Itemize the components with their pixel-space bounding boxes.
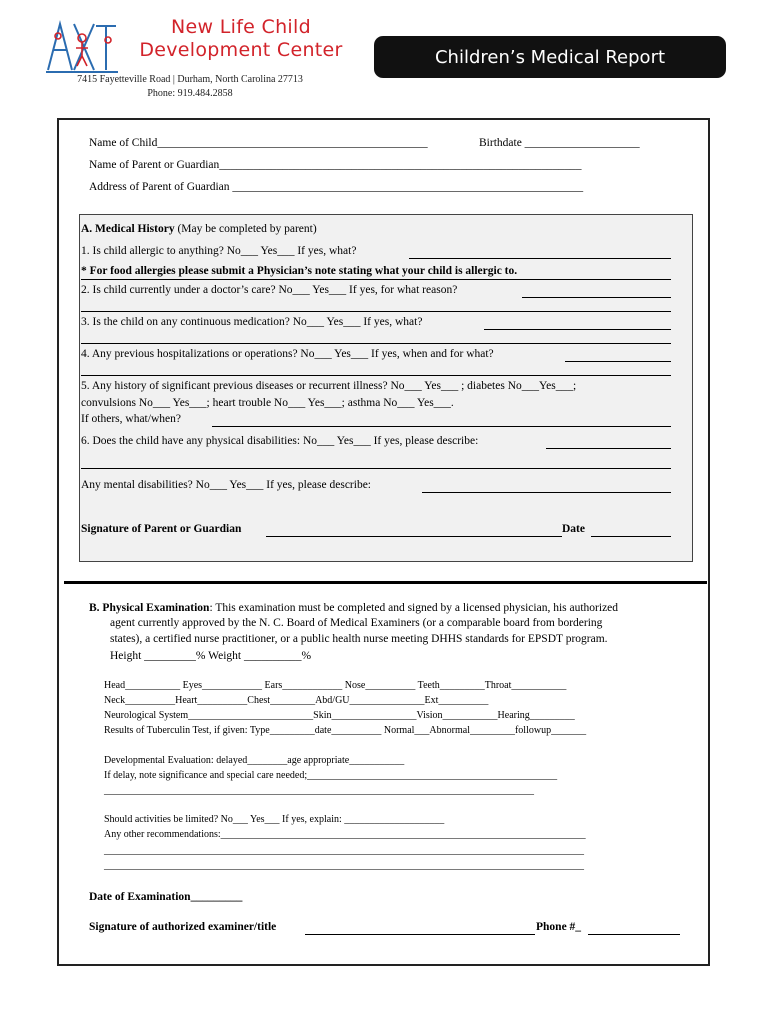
medical-history-title: A. Medical History (81, 223, 175, 235)
parent-signature-date-label: Date (562, 523, 585, 535)
tuberculin-test-row[interactable]: Results of Tuberculin Test, if given: Type_________date__________ Normal___Abnormal_________followup_______ (104, 725, 587, 736)
delay-significance-row[interactable]: If delay, note significance and special care needed;__________________________________________________ (104, 770, 558, 781)
medication-question: 3. Is the child on any continuous medication? No___ Yes___ If yes, what? (81, 316, 423, 328)
hospitalization-answer-line-2[interactable] (81, 375, 671, 376)
organization-address: 7415 Fayetteville Road | Durham, North Carolina 27713 (77, 74, 303, 85)
doctor-care-question: 2. Is child currently under a doctor’s care? No___ Yes___ If yes, for what reason? (81, 284, 458, 296)
doctor-care-answer-line[interactable] (522, 297, 671, 298)
illness-history-question: 5. Any history of significant previous diseases or recurrent illness? No___ Yes___ ; diabetes No___Yes___; (81, 380, 577, 392)
delay-significance-line-2[interactable]: ______________________________________________________________________________________ (104, 785, 534, 796)
activity-limitation-row[interactable]: Should activities be limited? No___ Yes___ If yes, explain: ____________________ (104, 814, 445, 825)
developmental-evaluation-row[interactable]: Developmental Evaluation: delayed________age appropriate___________ (104, 755, 405, 766)
organization-phone: Phone: 919.484.2858 (147, 88, 233, 99)
illness-history-conditions: convulsions No___ Yes___; heart trouble No___ Yes___; asthma No___ Yes___. (81, 397, 454, 409)
parent-signature-date-line[interactable] (591, 536, 671, 537)
medication-answer-line-2[interactable] (81, 343, 671, 344)
physical-disability-answer-line-2[interactable] (81, 468, 671, 469)
parent-signature-line[interactable] (266, 536, 562, 537)
examiner-phone-label: Phone #_ (536, 921, 582, 933)
illness-others-answer-line[interactable] (212, 426, 671, 427)
organization-name-line2: Development Center (139, 39, 343, 61)
recommendations-line-2[interactable]: ________________________________________________________________________________________________ (104, 845, 584, 856)
food-note-underline (81, 279, 671, 280)
doctor-care-answer-line-2[interactable] (81, 311, 671, 312)
form-title: Children’s Medical Report (374, 36, 726, 78)
medication-answer-line[interactable] (484, 329, 671, 330)
physical-disability-question: 6. Does the child have any physical disabilities: No___ Yes___ If yes, please describe: (81, 435, 479, 447)
center-logo (44, 18, 120, 76)
physical-exam-intro-line3: states), a certified nurse practitioner, or a public health nurse meeting DHHS standards for EPSDT program. (110, 633, 608, 645)
physical-exam-intro-line2: agent currently approved by the N. C. Board of Medical Examiners (or a comparable board from bordering (110, 617, 603, 629)
allergy-question: 1. Is child allergic to anything? No___ Yes___ If yes, what? (81, 245, 357, 257)
organization-name-line1: New Life Child (171, 16, 311, 38)
physical-disability-answer-line[interactable] (546, 448, 671, 449)
exam-neck-heart-chest-row[interactable]: Neck__________Heart__________Chest_________Abd/GU_______________Ext__________ (104, 695, 489, 706)
medical-history-heading (81, 222, 317, 236)
examiner-signature-line[interactable] (305, 934, 535, 935)
physical-exam-title: B. Physical Examination (89, 602, 210, 614)
birthdate-field[interactable]: Birthdate ____________________ (479, 137, 640, 149)
parent-signature-label: Signature of Parent or Guardian (81, 523, 242, 535)
recommendations-line-3[interactable]: ________________________________________________________________________________________________ (104, 860, 584, 871)
mental-disability-question: Any mental disabilities? No___ Yes___ If yes, please describe: (81, 479, 371, 491)
height-weight-fields[interactable]: Height _________% Weight __________% (110, 650, 312, 662)
food-allergy-note: * For food allergies please submit a Physician’s note stating what your child is allergic to. (81, 265, 518, 277)
child-name-field[interactable]: Name of Child_______________________________________________ (89, 137, 428, 149)
illness-history-others: If others, what/when? (81, 413, 181, 425)
physical-exam-intro-line1: : This examination must be completed and signed by a licensed physician, his authorized (209, 602, 619, 614)
physical-exam-intro (89, 601, 618, 615)
examiner-signature-label: Signature of authorized examiner/title (89, 921, 277, 933)
exam-head-eyes-ears-row[interactable]: Head___________ Eyes____________ Ears____________ Nose__________ Teeth_________Throat___________ (104, 680, 567, 691)
allergy-answer-line[interactable] (409, 258, 671, 259)
medical-history-subtitle: (May be completed by parent) (174, 223, 317, 235)
hospitalization-question: 4. Any previous hospitalizations or operations? No___ Yes___ If yes, when and for what? (81, 348, 494, 360)
exam-neuro-skin-vision-row[interactable]: Neurological System_________________________Skin_________________Vision___________Hearing_________ (104, 710, 575, 721)
mental-disability-answer-line[interactable] (422, 492, 671, 493)
examiner-phone-line[interactable] (588, 934, 680, 935)
exam-date-field[interactable]: Date of Examination_________ (89, 891, 243, 903)
parent-name-field[interactable]: Name of Parent or Guardian_______________________________________________________________ (89, 159, 582, 171)
other-recommendations-row[interactable]: Any other recommendations:_________________________________________________________________________ (104, 829, 586, 840)
section-divider (64, 581, 707, 584)
hospitalization-answer-line[interactable] (565, 361, 671, 362)
organization-name (131, 16, 351, 62)
organization-contact (40, 73, 340, 101)
parent-address-field[interactable]: Address of Parent of Guardian _____________________________________________________________ (89, 181, 584, 193)
